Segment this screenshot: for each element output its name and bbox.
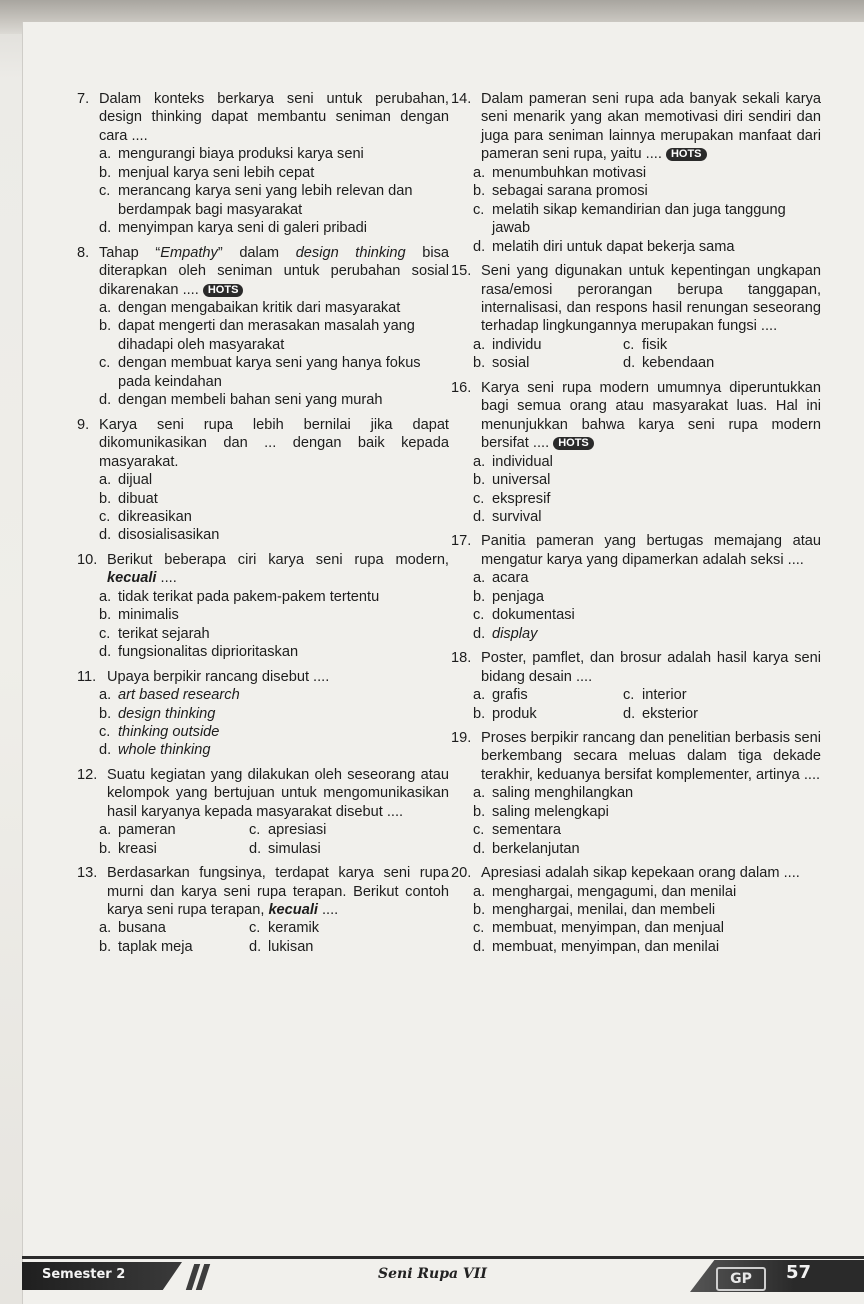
option-c: c. sementara <box>473 822 561 839</box>
publisher-logo: GP <box>716 1267 766 1291</box>
option-c: c. dokumentasi <box>473 607 575 624</box>
question-number: 14. <box>451 91 472 107</box>
option-c: c. membuat, menyimpan, dan menjual <box>473 920 724 937</box>
option-a: a. tidak terikat pada pakem-pakem tertentu <box>99 588 380 605</box>
option-c: c. terikat sejarah <box>99 625 210 642</box>
question-9 <box>77 416 449 545</box>
option-b: b. penjaga <box>473 588 544 605</box>
option-d: d. eksterior <box>623 705 698 722</box>
option-b: b. menghargai, menilai, dan membeli <box>473 902 716 919</box>
option-b: b. menjual karya seni lebih cepat <box>99 164 315 181</box>
worksheet-page <box>22 22 864 1304</box>
option-d: d. melatih diri untuk dapat bekerja sama <box>473 238 735 255</box>
option-b: b. dapat mengerti dan merasakan masalah yang dihadapi oleh masyarakat <box>99 318 415 353</box>
option-b: b. kreasi <box>99 840 157 857</box>
question-11 <box>77 668 449 760</box>
option-d: d. lukisan <box>249 938 314 955</box>
option-d: d. membuat, menyimpan, dan menilai <box>473 938 720 955</box>
question-number: 13. <box>77 865 98 882</box>
question-text: Proses berpikir rancang dan penelitian berbasis seni berkembang secara meluas dalam tiga dekade terakhir, keduanya bersifat komplementer, artinya .... <box>481 729 821 783</box>
semester-label: Semester 2 <box>42 1267 126 1282</box>
option-b: b. design thinking <box>99 705 216 722</box>
left-column <box>77 90 449 962</box>
question-text: Berdasarkan fungsinya, terdapat karya seni rupa murni dan karya seni rupa terapan. Berikut contoh karya seni rupa terapan, kecuali .... <box>107 865 449 919</box>
hots-badge: HOTS <box>553 437 594 450</box>
question-text: Berikut beberapa ciri karya seni rupa modern, kecuali .... <box>107 551 449 587</box>
option-a: a. acara <box>473 570 529 587</box>
option-d: d. dengan membeli bahan seni yang murah <box>99 392 383 409</box>
question-18 <box>451 649 821 723</box>
option-a: a. individu <box>473 336 542 353</box>
question-number: 17. <box>451 533 472 550</box>
question-text: Apresiasi adalah sikap kepekaan orang dalam .... <box>481 865 800 882</box>
subject-title: Seni Rupa VII <box>378 1266 487 1282</box>
page-number: 57 <box>786 1262 812 1283</box>
option-c: c. ekspresif <box>473 490 551 507</box>
option-d: d. kebendaan <box>623 355 715 372</box>
question-number: 16. <box>451 379 472 396</box>
option-c: c. melatih sikap kemandirian dan juga tanggung jawab <box>473 201 786 237</box>
question-text: Suatu kegiatan yang dilakukan oleh seseorang atau kelompok yang bertujuan untuk mengomunikasikan hasil karyanya kepada masyarakat disebut .... <box>107 766 449 820</box>
option-b: b. sosial <box>473 355 530 372</box>
question-7 <box>77 90 449 238</box>
question-8 <box>77 244 449 410</box>
option-c: c. dikreasikan <box>99 508 192 525</box>
option-c: c. thinking outside <box>99 723 220 740</box>
option-a: a. individual <box>473 453 553 470</box>
question-10 <box>77 551 449 662</box>
question-16 <box>451 379 821 527</box>
option-c: c. fisik <box>623 336 668 353</box>
question-text: Tahap “Empathy” dalam design thinking bisa diterapkan oleh seniman untuk perubahan sosial dikarenakan .... HOTS <box>99 244 449 298</box>
option-a: a. menumbuhkan motivasi <box>473 164 647 181</box>
question-20 <box>451 864 821 956</box>
option-a: a. busana <box>99 920 166 937</box>
question-15 <box>451 262 821 373</box>
question-text: Dalam konteks berkarya seni untuk perubahan, design thinking dapat membantu seniman dengan cara .... <box>99 91 449 144</box>
option-a: a. saling menghilangkan <box>473 785 634 802</box>
option-b: b. universal <box>473 472 551 489</box>
question-12 <box>77 766 449 858</box>
question-number: 8. <box>77 244 90 261</box>
question-number: 7. <box>77 91 90 107</box>
option-a: a. pameran <box>99 822 176 839</box>
question-14 <box>451 90 821 256</box>
question-number: 15. <box>451 263 472 280</box>
option-b: b. taplak meja <box>99 938 193 955</box>
option-c: c. merancang karya seni yang lebih relevan dan berdampak bagi masyarakat <box>99 183 413 218</box>
question-number: 10. <box>77 551 98 568</box>
option-d: d. fungsionalitas diprioritaskan <box>99 644 299 661</box>
question-text: Seni yang digunakan untuk kepentingan ungkapan rasa/emosi perorangan berupa tanggapan, internalisasi, dan respons hasil renungan seseorang terhadap lingkungannya merupakan fungsi .... <box>481 263 821 335</box>
option-a: a. grafis <box>473 687 528 704</box>
question-text: Upaya berpikir rancang disebut .... <box>107 668 330 685</box>
option-a: a. dijual <box>99 472 153 489</box>
question-19 <box>451 729 821 858</box>
option-a: a. dengan mengabaikan kritik dari masyarakat <box>99 299 401 316</box>
question-17 <box>451 532 821 643</box>
option-c: c. interior <box>623 687 687 704</box>
option-d: d. display <box>473 625 538 642</box>
question-number: 9. <box>77 416 90 433</box>
question-number: 20. <box>451 865 472 882</box>
hots-badge: HOTS <box>203 284 244 297</box>
option-b: b. produk <box>473 705 537 722</box>
option-d: d. menyimpan karya seni di galeri pribadi <box>99 220 368 237</box>
question-number: 18. <box>451 650 472 667</box>
question-text: Karya seni rupa lebih bernilai jika dapat dikomunikasikan dan ... dengan baik kepada masyarakat. <box>99 416 449 470</box>
question-text: Karya seni rupa modern umumnya diperuntukkan bagi semua orang atau masyarakat luas. Hal ini menunjukkan bahwa karya seni rupa modern bersifat .... HOTS <box>481 379 821 452</box>
option-c: c. dengan membuat karya seni yang hanya fokus pada keindahan <box>99 355 421 390</box>
question-13 <box>77 864 449 956</box>
option-d: d. disosialisasikan <box>99 527 220 544</box>
question-text: Dalam pameran seni rupa ada banyak sekali karya seni menarik yang akan memotivasi diri sendiri dan juga para seniman lainnya merupakan manfaat dari pameran seni rupa, yaitu .... HOTS <box>481 91 821 163</box>
option-c: c. apresiasi <box>249 822 327 839</box>
option-d: d. simulasi <box>249 840 321 857</box>
option-b: b. dibuat <box>99 490 158 507</box>
question-text: Poster, pamflet, dan brosur adalah hasil karya seni bidang desain .... <box>481 650 821 685</box>
question-number: 11. <box>77 668 97 685</box>
option-d: d. whole thinking <box>99 742 211 759</box>
footer-rule <box>22 1256 864 1259</box>
option-a: a. menghargai, mengagumi, dan menilai <box>473 883 737 900</box>
option-b: b. sebagai sarana promosi <box>473 183 648 200</box>
option-d: d. survival <box>473 508 542 525</box>
page-footer <box>22 1256 864 1304</box>
hots-badge: HOTS <box>666 148 707 161</box>
option-a: a. mengurangi biaya produksi karya seni <box>99 146 364 163</box>
option-c: c. keramik <box>249 920 320 937</box>
option-b: b. saling melengkapi <box>473 803 609 820</box>
question-text: Panitia pameran yang bertugas memajang atau mengatur karya yang dipamerkan adalah seksi .... <box>481 533 821 568</box>
question-number: 12. <box>77 766 98 783</box>
option-b: b. minimalis <box>99 607 179 624</box>
option-d: d. berkelanjutan <box>473 840 580 857</box>
option-a: a. art based research <box>99 687 240 704</box>
right-column <box>451 90 821 962</box>
question-number: 19. <box>451 729 472 746</box>
